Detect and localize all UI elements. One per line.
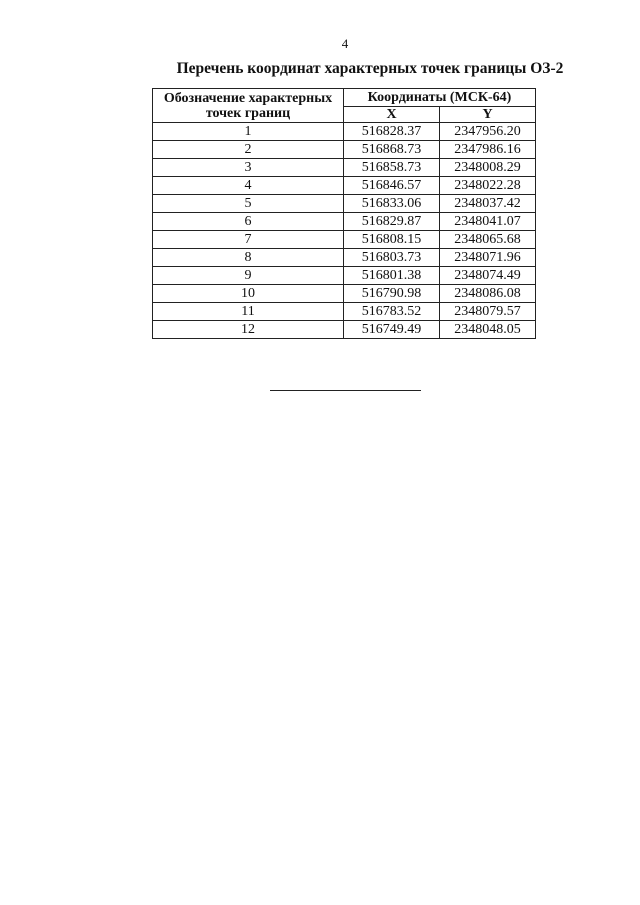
cell-y: 2348022.28 [440,177,536,195]
cell-x: 516801.38 [344,267,440,285]
header-y: Y [440,107,536,123]
header-point-designation: Обозначение характерных точек границ [153,89,344,123]
cell-point: 3 [153,159,344,177]
cell-y: 2348037.42 [440,195,536,213]
table-row [153,177,536,195]
cell-point: 7 [153,231,344,249]
table-header-row [153,89,536,107]
table-row [153,231,536,249]
cell-x: 516790.98 [344,285,440,303]
cell-x: 516858.73 [344,159,440,177]
cell-y: 2348008.29 [440,159,536,177]
cell-y: 2348048.05 [440,321,536,339]
cell-y: 2348065.68 [440,231,536,249]
cell-point: 11 [153,303,344,321]
table-row [153,141,536,159]
cell-y: 2347986.16 [440,141,536,159]
cell-y: 2348079.57 [440,303,536,321]
table-row [153,159,536,177]
cell-x: 516803.73 [344,249,440,267]
cell-y: 2348074.49 [440,267,536,285]
cell-x: 516749.49 [344,321,440,339]
cell-point: 9 [153,267,344,285]
header-x: X [344,107,440,123]
cell-y: 2348041.07 [440,213,536,231]
cell-point: 1 [153,123,344,141]
cell-point: 8 [153,249,344,267]
cell-point: 6 [153,213,344,231]
table-row [153,123,536,141]
cell-y: 2347956.20 [440,123,536,141]
cell-point: 5 [153,195,344,213]
cell-x: 516829.87 [344,213,440,231]
cell-x: 516868.73 [344,141,440,159]
cell-x: 516846.57 [344,177,440,195]
page-number: 4 [341,36,349,51]
cell-x: 516833.06 [344,195,440,213]
table-row [153,285,536,303]
table-row [153,213,536,231]
table-row [153,249,536,267]
table-row [153,195,536,213]
cell-x: 516828.37 [344,123,440,141]
table-row [153,303,536,321]
table-row [153,267,536,285]
cell-point: 12 [153,321,344,339]
coordinates-table [152,88,536,339]
closing-rule [270,390,421,391]
header-coordinates: Координаты (МСК-64) [344,89,536,107]
cell-y: 2348071.96 [440,249,536,267]
cell-x: 516808.15 [344,231,440,249]
cell-point: 2 [153,141,344,159]
table-row [153,321,536,339]
cell-point: 10 [153,285,344,303]
document-title: Перечень координат характерных точек границы ОЗ-2 [176,60,564,77]
cell-x: 516783.52 [344,303,440,321]
cell-y: 2348086.08 [440,285,536,303]
cell-point: 4 [153,177,344,195]
